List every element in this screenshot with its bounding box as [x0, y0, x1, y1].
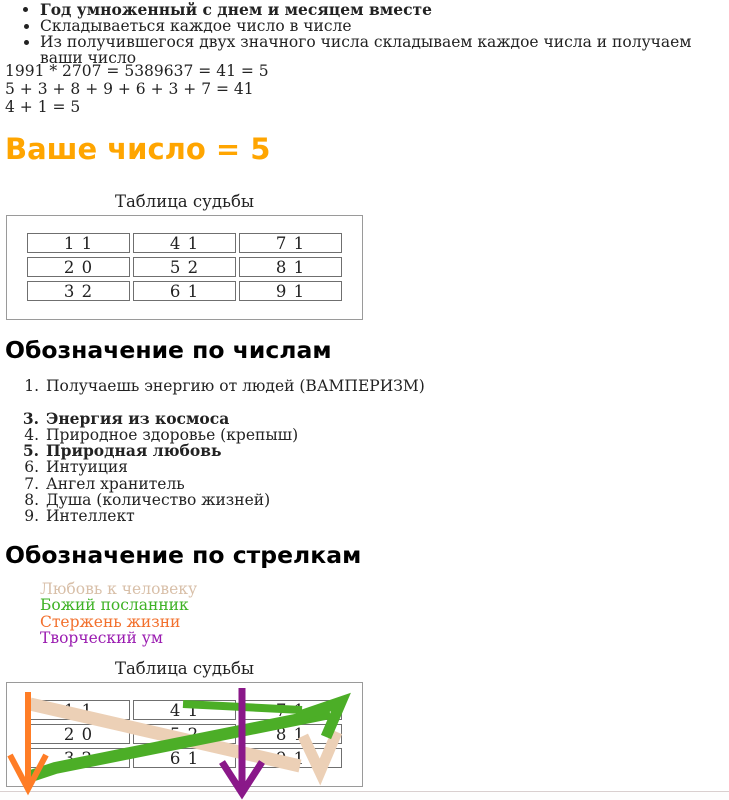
meaning-item-number: 6.: [24, 458, 39, 477]
fate-table-cell: 9 1: [239, 748, 342, 768]
meaning-list-item: [5, 408, 425, 428]
fate-table-cell: 5 2: [133, 724, 236, 744]
fate-table-caption: Таблица судьбы: [114, 659, 255, 678]
result-heading: Ваше число = 5: [5, 132, 271, 166]
meaning-item-number: 4.: [24, 425, 39, 444]
meaning-item-number: 5.: [22, 441, 39, 461]
arrow-legend-item: Любовь к человеку: [40, 580, 198, 598]
meaning-item-number: 9.: [24, 507, 39, 526]
number-meanings-list: [5, 378, 425, 525]
meaning-list-item: [5, 492, 425, 508]
intro-bullet-item: • Складываеться каждое число в числе: [40, 18, 729, 34]
fate-table-cell: 3 2: [27, 748, 130, 768]
bottom-divider: [0, 791, 729, 800]
calculation-lines: [5, 62, 269, 116]
fate-table-cell: 1 1: [27, 700, 130, 720]
arrows-section-heading: Обозначение по стрелкам: [5, 541, 362, 569]
fate-table-cell: 8 1: [239, 724, 342, 744]
meaning-item-text: Интеллект: [46, 507, 135, 526]
arrow-legend-item: Творческий ум: [40, 628, 163, 647]
fate-table-bottom: [6, 660, 363, 787]
fate-table-cell: 6 1: [133, 748, 236, 768]
fate-table-cell: 8 1: [239, 257, 342, 277]
fate-table-cell: 3 2: [27, 281, 130, 301]
fate-table-caption: Таблица судьбы: [114, 192, 255, 211]
fate-table-cell: 9 1: [239, 281, 342, 301]
fate-table-cell: 7 1: [239, 700, 342, 720]
meaning-list-item: [5, 508, 425, 524]
meaning-item-text: Природная любовь: [46, 441, 222, 461]
meaning-item-number: 3.: [22, 408, 39, 428]
fate-table-cell: 7 1: [239, 233, 342, 253]
meaning-list-item: [5, 378, 425, 394]
meaning-item-text: Ангел хранитель: [46, 474, 185, 493]
meaning-item-number: 1.: [24, 377, 39, 395]
meaning-item-number: 7.: [24, 474, 39, 493]
numbers-section-heading: Обозначение по числам: [5, 336, 332, 364]
intro-bullet-list: [5, 2, 729, 66]
calculation-line: 4 + 1 = 5: [5, 98, 81, 116]
meaning-item-number: 8.: [24, 491, 39, 510]
intro-bullet-item: • Год умноженный с днем и месяцем вместе: [40, 2, 729, 18]
meaning-item-text: Энергия из космоса: [46, 408, 230, 428]
fate-table-cell: 1 1: [27, 233, 130, 253]
fate-table-cell: 5 2: [133, 257, 236, 277]
meaning-list-item: [5, 476, 425, 492]
fate-table-cell: 6 1: [133, 281, 236, 301]
calculation-line: 5 + 3 + 8 + 9 + 6 + 3 + 7 = 41: [5, 80, 254, 98]
calculation-line: 1991 * 2707 = 5389637 = 41 = 5: [5, 62, 269, 80]
fate-table-cell: 2 0: [27, 724, 130, 744]
fate-table-grid: [27, 233, 343, 301]
arrow-legend-item: Божий посланник: [40, 596, 189, 615]
fate-table-cell: 2 0: [27, 257, 130, 277]
arrow-legend: [40, 581, 197, 646]
meaning-item-text: Получаешь энергию от людей (ВАМПЕРИЗМ): [46, 377, 425, 395]
fate-table-border-box: [6, 682, 363, 787]
meaning-list-item: [5, 443, 425, 459]
meaning-item-text: Природное здоровье (крепыш): [46, 425, 299, 444]
fate-table-grid: [27, 700, 343, 768]
fate-table-top: [6, 193, 363, 320]
fate-table-border-box: [6, 215, 363, 320]
meaning-item-text: Душа (количество жизней): [46, 491, 271, 510]
arrow-legend-item: Стержень жизни: [40, 612, 181, 631]
meaning-list-item: [5, 459, 425, 475]
meaning-item-text: Интуиция: [46, 458, 128, 477]
intro-bullet-item: • Из получившегося двух значного числа складываем каждое числа и получаем ваши число: [40, 34, 729, 66]
fate-table-cell: 4 1: [133, 233, 236, 253]
fate-table-cell: 4 1: [133, 700, 236, 720]
